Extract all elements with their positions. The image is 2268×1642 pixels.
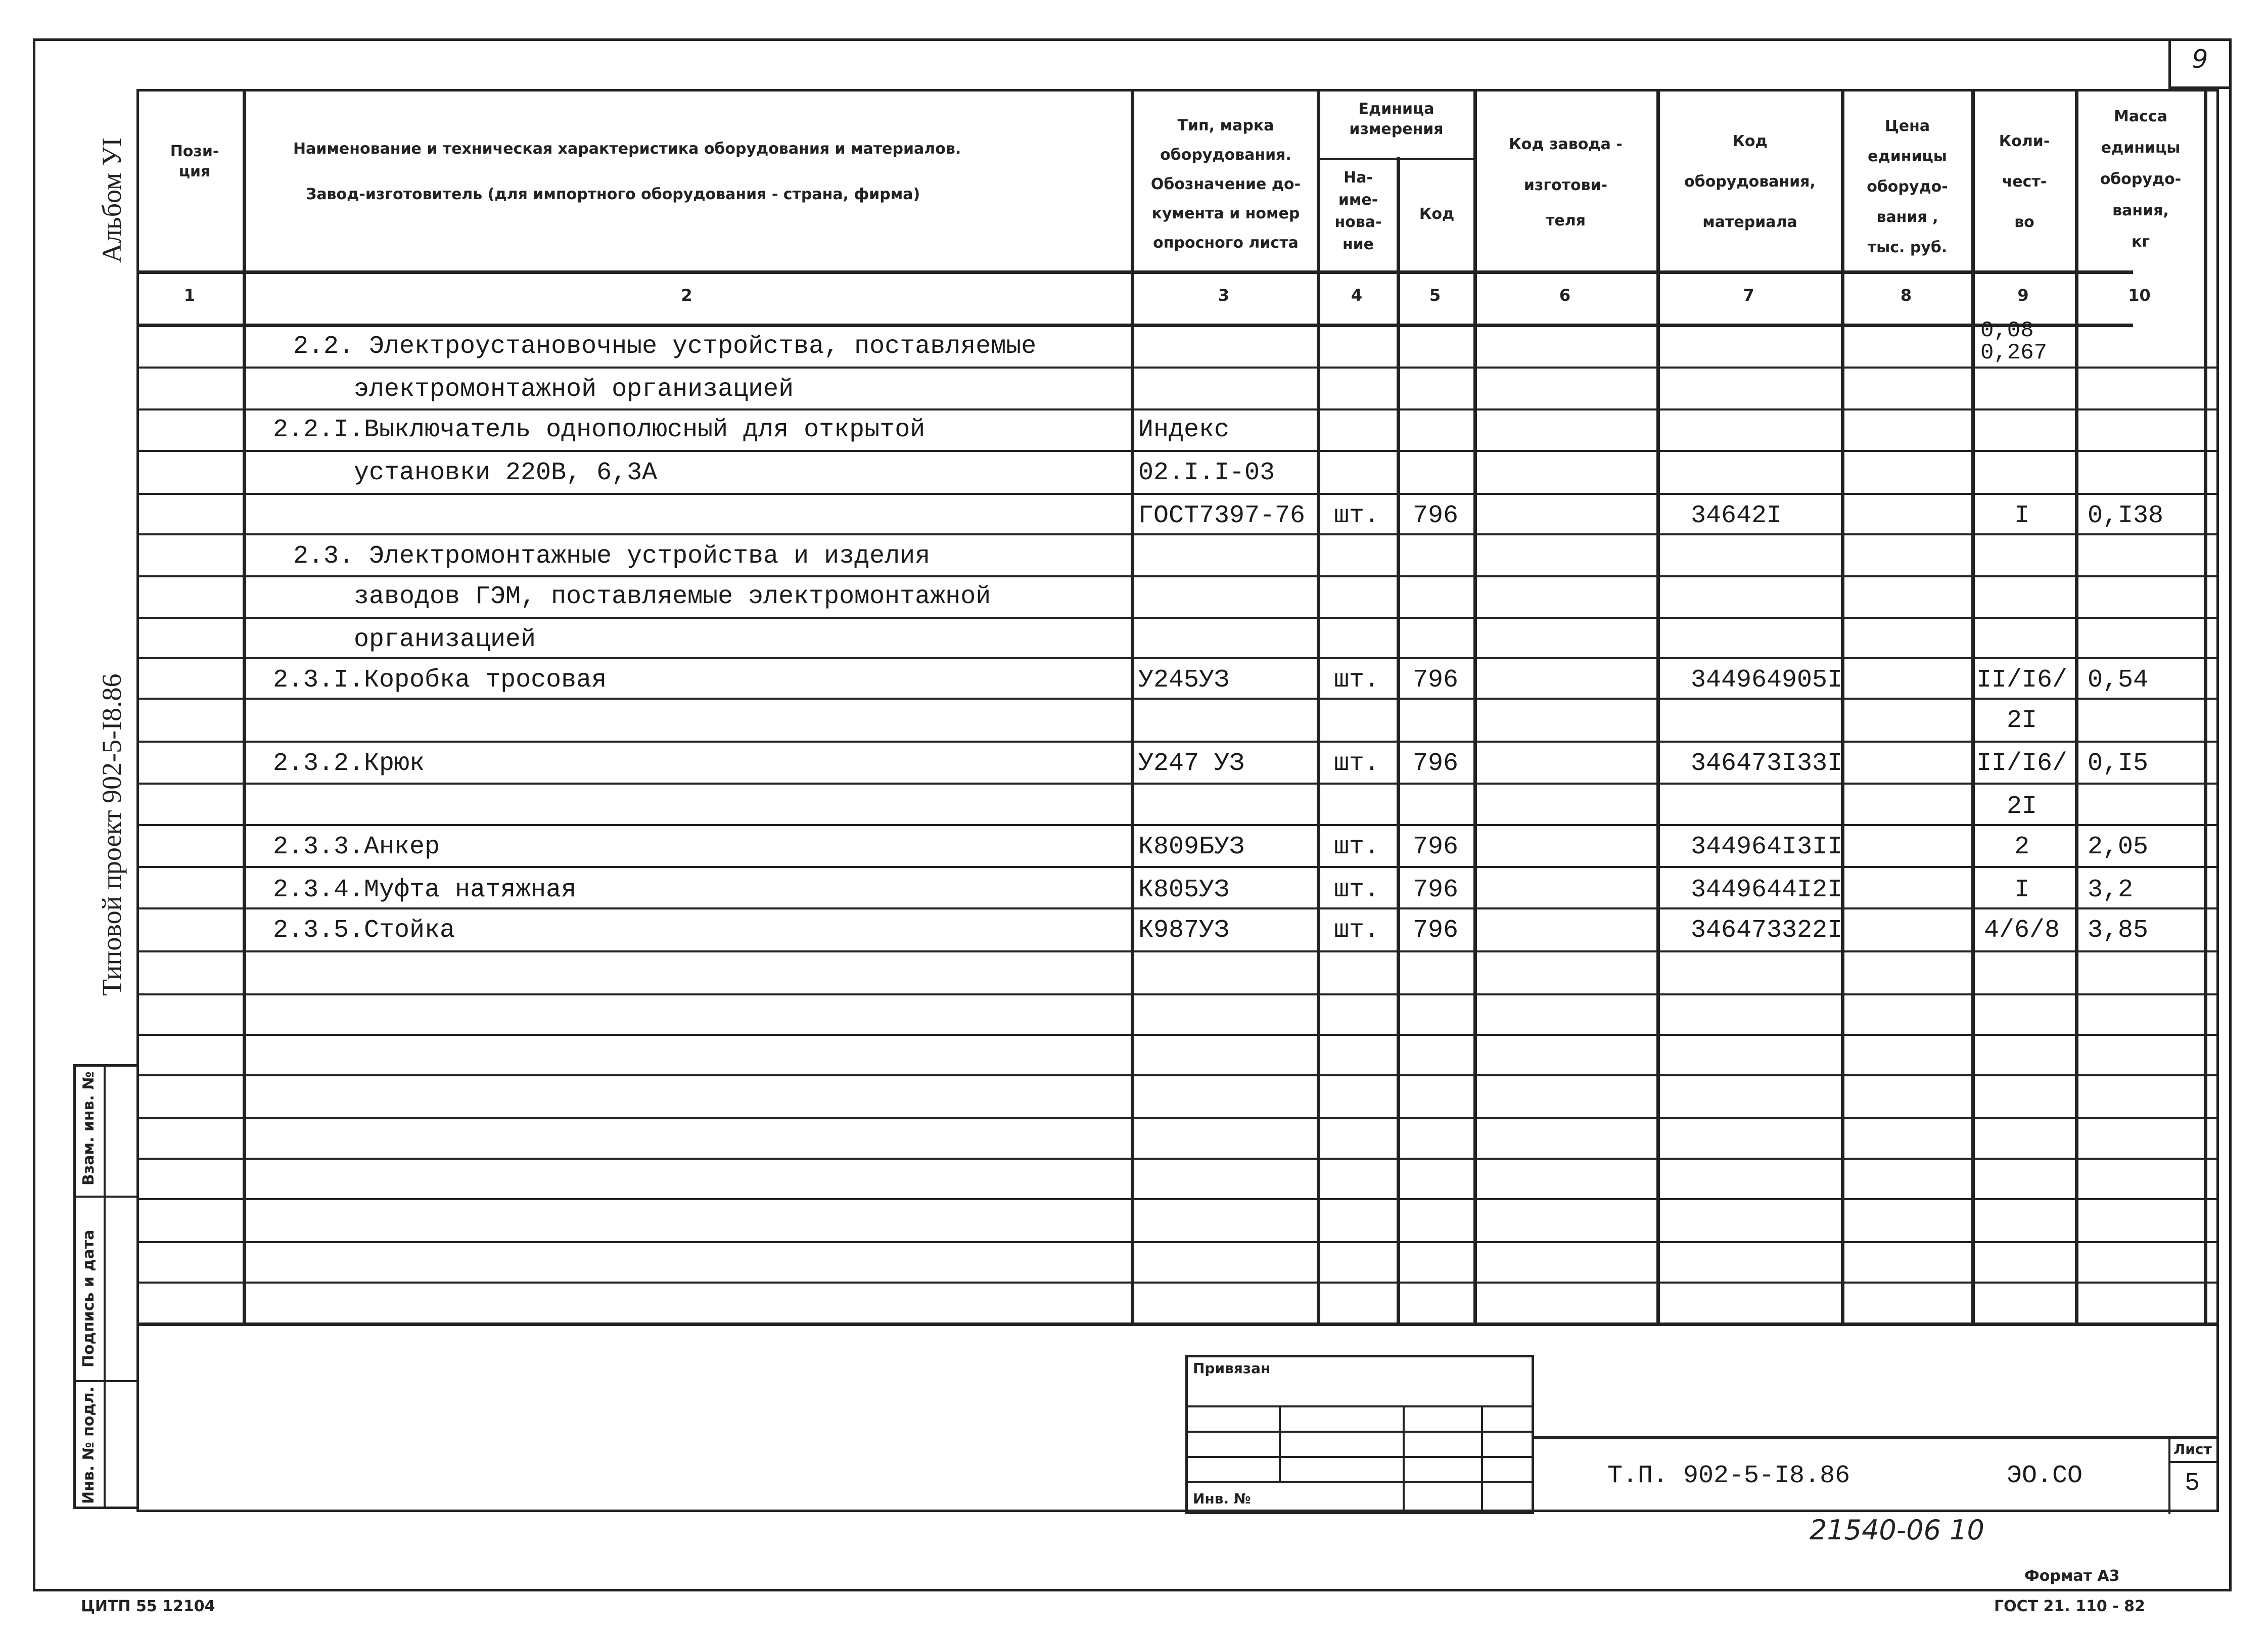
cell-unit: шт. xyxy=(1333,501,1379,530)
header-type xyxy=(1135,111,1317,258)
header-material-line: оборудования, xyxy=(1684,173,1816,191)
cell-mat: 34642I xyxy=(1691,501,1782,530)
header-unit-name-line: нова- xyxy=(1334,213,1382,231)
cell-qty: 2 xyxy=(2014,833,2029,861)
header-material-code xyxy=(1659,121,1841,243)
row-line xyxy=(136,1241,2219,1243)
header-unit-name-line: име- xyxy=(1338,191,1378,209)
cell-mass: 0,I38 xyxy=(2088,501,2164,530)
header-price xyxy=(1843,111,1972,263)
row-line xyxy=(136,783,2219,785)
col-divider xyxy=(2204,89,2207,1322)
sheet-code: ЭО.СО xyxy=(2007,1462,2083,1490)
header-quantity-line: чест- xyxy=(2002,173,2047,191)
header-unit-line: Единица xyxy=(1358,100,1434,118)
cell-code: 796 xyxy=(1412,666,1458,695)
cell-type: У247 УЗ xyxy=(1138,749,1245,778)
header-unit-group xyxy=(1319,99,1473,140)
cell-name: организацией xyxy=(354,625,536,654)
header-price-line: единицы xyxy=(1868,148,1947,165)
column-number: 1 xyxy=(183,286,196,305)
row-line xyxy=(136,1074,2219,1076)
list-box-divider xyxy=(2168,1436,2170,1514)
list-box-divider xyxy=(2168,1461,2219,1463)
header-unit-name-line: ние xyxy=(1342,236,1374,253)
cell-qty: 2I xyxy=(2006,706,2037,735)
side-stamp-label: Взам. инв. № xyxy=(80,1071,98,1185)
header-bottom xyxy=(136,270,2133,274)
cell-qty: 4/6/8 xyxy=(1983,916,2060,945)
side-stamp-label: Инв. № подл. xyxy=(80,1386,98,1504)
cell-type: К809БУЗ xyxy=(1138,833,1245,861)
cell-name: 2.2. Электроустановочные устройства, поставляемые xyxy=(293,332,1037,361)
cell-mass: 3,2 xyxy=(2088,876,2134,904)
column-number: 8 xyxy=(1900,286,1912,305)
row-line xyxy=(136,493,2219,495)
cell-name: 2.3.5.Стойка xyxy=(273,916,455,945)
cell-qty: II/I6/ xyxy=(1976,666,2068,695)
cell-name: электромонтажной организацией xyxy=(354,375,794,404)
list-number: 5 xyxy=(2185,1469,2200,1498)
side-stamp-divider xyxy=(73,1380,139,1382)
row-line xyxy=(136,617,2219,619)
header-mass-line: Масса xyxy=(2114,108,2167,125)
header-material-line: материала xyxy=(1702,213,1797,231)
row-line xyxy=(136,1034,2219,1036)
cell-name: 2.3.4.Муфта натяжная xyxy=(273,876,577,904)
header-factory-line: теля xyxy=(1546,212,1586,230)
column-number: 4 xyxy=(1351,286,1363,305)
header-factory-code xyxy=(1476,121,1655,239)
col-divider xyxy=(1656,89,1660,1322)
cell-mat: 344964I3II xyxy=(1691,833,1843,861)
header-type-line: кумента и номер xyxy=(1151,205,1300,222)
header-position: Пози- ция xyxy=(170,143,219,180)
album-label: Альбом УI xyxy=(97,138,127,263)
cell-name: 2.3.2.Крюк xyxy=(273,749,425,778)
cell-type: У245УЗ xyxy=(1138,666,1230,695)
unit-group-split xyxy=(1317,158,1473,160)
privyazan-label: Привязан xyxy=(1193,1360,1271,1377)
cell-name: 2.3. Электромонтажные устройства и изделия xyxy=(293,542,931,571)
header-mass-line: единицы xyxy=(2101,139,2181,157)
row-line xyxy=(136,367,2219,369)
side-stamp-label: Подпись и дата xyxy=(80,1229,98,1367)
row-line xyxy=(136,698,2219,700)
row-line xyxy=(136,950,2219,952)
cell-qty: I xyxy=(2014,501,2029,530)
cell-type: Индекс xyxy=(1138,416,1230,444)
header-unit-name xyxy=(1320,167,1396,256)
title-block-line xyxy=(1403,1405,1405,1514)
column-number: 9 xyxy=(2017,286,2029,305)
col-divider xyxy=(2075,89,2078,1322)
header-quantity-line: во xyxy=(2014,213,2034,231)
cittp-code: ЦИТП 55 12104 xyxy=(81,1598,215,1615)
cell-code: 796 xyxy=(1412,749,1458,778)
cell-unit: шт. xyxy=(1333,916,1379,945)
title-block-line xyxy=(1481,1405,1483,1514)
col-divider xyxy=(1971,89,1975,1322)
top-note: 0,08 xyxy=(1980,318,2034,343)
header-unit-code: Код xyxy=(1419,205,1455,223)
header-price-line: оборудо- xyxy=(1867,178,1948,196)
col-divider xyxy=(1397,157,1400,1322)
col-divider xyxy=(243,89,246,1322)
cell-qty: II/I6/ xyxy=(1976,749,2068,778)
table-bottom xyxy=(136,1322,2219,1326)
header-unit-line: измерения xyxy=(1349,120,1444,138)
header-price-line: вания , xyxy=(1876,208,1938,226)
cell-name: 2.2.I.Выключатель однополюсный для открытой xyxy=(273,416,925,444)
header-mass-line: кг xyxy=(2131,233,2150,251)
top-note: 0,267 xyxy=(1980,340,2048,366)
cell-code: 796 xyxy=(1412,876,1458,904)
cell-code: 796 xyxy=(1412,916,1458,945)
header-mass-line: оборудо- xyxy=(2100,170,2182,188)
header-material-line: Код xyxy=(1732,132,1768,150)
cell-mat: 346473322I xyxy=(1691,916,1843,945)
row-line xyxy=(136,575,2219,577)
column-number: 3 xyxy=(1218,286,1230,305)
title-main-top xyxy=(1534,1436,2219,1439)
col-divider xyxy=(1131,89,1134,1322)
column-number: 10 xyxy=(2128,286,2151,305)
cell-name: установки 220В, 6,3А xyxy=(354,459,658,487)
cell-unit: шт. xyxy=(1333,749,1379,778)
cell-code: 796 xyxy=(1412,501,1458,530)
side-stamp-divider xyxy=(73,1196,139,1198)
header-quantity-line: Коли- xyxy=(1999,132,2050,150)
cell-type: ГОСТ7397-76 xyxy=(1138,501,1306,530)
row-line xyxy=(136,824,2219,826)
row-line xyxy=(136,1198,2219,1200)
project-label: Типовой проект 902-5-I8.86 xyxy=(97,673,127,996)
cell-name: 2.3.3.Анкер xyxy=(273,833,440,861)
gost-code: ГОСТ 21. 110 - 82 xyxy=(1994,1598,2145,1615)
colnum-bottom xyxy=(136,324,2133,327)
cell-code: 796 xyxy=(1412,833,1458,861)
cell-type: 02.I.I-03 xyxy=(1138,459,1275,487)
row-line xyxy=(136,1117,2219,1119)
page-corner-number: 9 xyxy=(2192,44,2208,74)
row-line xyxy=(136,993,2219,995)
list-label: Лист xyxy=(2173,1441,2212,1457)
cell-unit: шт. xyxy=(1333,666,1379,695)
format-label: Формат А3 xyxy=(2024,1567,2120,1585)
header-unit-name-line: На- xyxy=(1344,169,1373,187)
cell-type: К987УЗ xyxy=(1138,916,1230,945)
row-line xyxy=(136,450,2219,452)
title-block-line xyxy=(1279,1405,1281,1481)
column-number: 2 xyxy=(681,286,692,305)
row-line xyxy=(136,533,2219,535)
header-type-line: Обозначение до- xyxy=(1150,175,1301,193)
row-line xyxy=(136,866,2219,868)
cell-name: 2.3.I.Коробка тросовая xyxy=(273,666,607,695)
row-line xyxy=(136,907,2219,909)
cell-mass: 3,85 xyxy=(2088,916,2149,945)
handwritten-number: 21540-06 10 xyxy=(1810,1514,1984,1546)
cell-mass: 2,05 xyxy=(2088,833,2149,861)
col-divider xyxy=(1473,89,1477,1322)
header-name-line2: Завод-изготовитель (для импортного оборудования - страна, фирма) xyxy=(306,186,920,203)
column-number: 5 xyxy=(1429,286,1441,305)
side-stamp-divider xyxy=(104,1064,106,1509)
header-type-line: Тип, марка xyxy=(1177,117,1274,134)
cell-qty: I xyxy=(2014,876,2029,904)
cell-mass: 0,I5 xyxy=(2088,749,2149,778)
header-quantity xyxy=(1974,121,2075,243)
header-factory-line: Код завода - xyxy=(1509,135,1623,153)
cell-mat: 344964905I xyxy=(1691,666,1843,695)
cell-mass: 0,54 xyxy=(2088,666,2149,695)
col-divider xyxy=(1841,89,1844,1322)
header-type-line: оборудования. xyxy=(1160,146,1291,164)
header-mass xyxy=(2077,101,2204,258)
header-name-line1: Наименование и техническая характеристика оборудования и материалов. xyxy=(293,140,961,158)
header-price-line: тыс. руб. xyxy=(1867,239,1948,256)
row-line xyxy=(136,1282,2219,1284)
inv-no-label: Инв. № xyxy=(1193,1490,1251,1507)
cell-type: К805УЗ xyxy=(1138,876,1230,904)
cell-qty: 2I xyxy=(2006,792,2037,821)
column-number: 7 xyxy=(1743,286,1754,305)
header-price-line: Цена xyxy=(1884,117,1930,135)
cell-name: заводов ГЭМ, поставляемые электромонтажной xyxy=(354,582,991,611)
row-line xyxy=(136,741,2219,743)
row-line xyxy=(136,657,2219,659)
doc-code: Т.П. 902-5-I8.86 xyxy=(1607,1462,1850,1490)
header-type-line: опросного листа xyxy=(1153,234,1299,252)
header-factory-line: изготови- xyxy=(1523,176,1608,194)
column-number: 6 xyxy=(1559,286,1571,305)
row-line xyxy=(136,1158,2219,1160)
col-divider xyxy=(1317,89,1320,1322)
row-line xyxy=(136,408,2219,410)
cell-mat: 3449644I2I xyxy=(1691,876,1843,904)
cell-unit: шт. xyxy=(1333,833,1379,861)
header-mass-line: вания, xyxy=(2112,202,2169,219)
cell-unit: шт. xyxy=(1333,876,1379,904)
cell-mat: 346473I33I xyxy=(1691,749,1843,778)
